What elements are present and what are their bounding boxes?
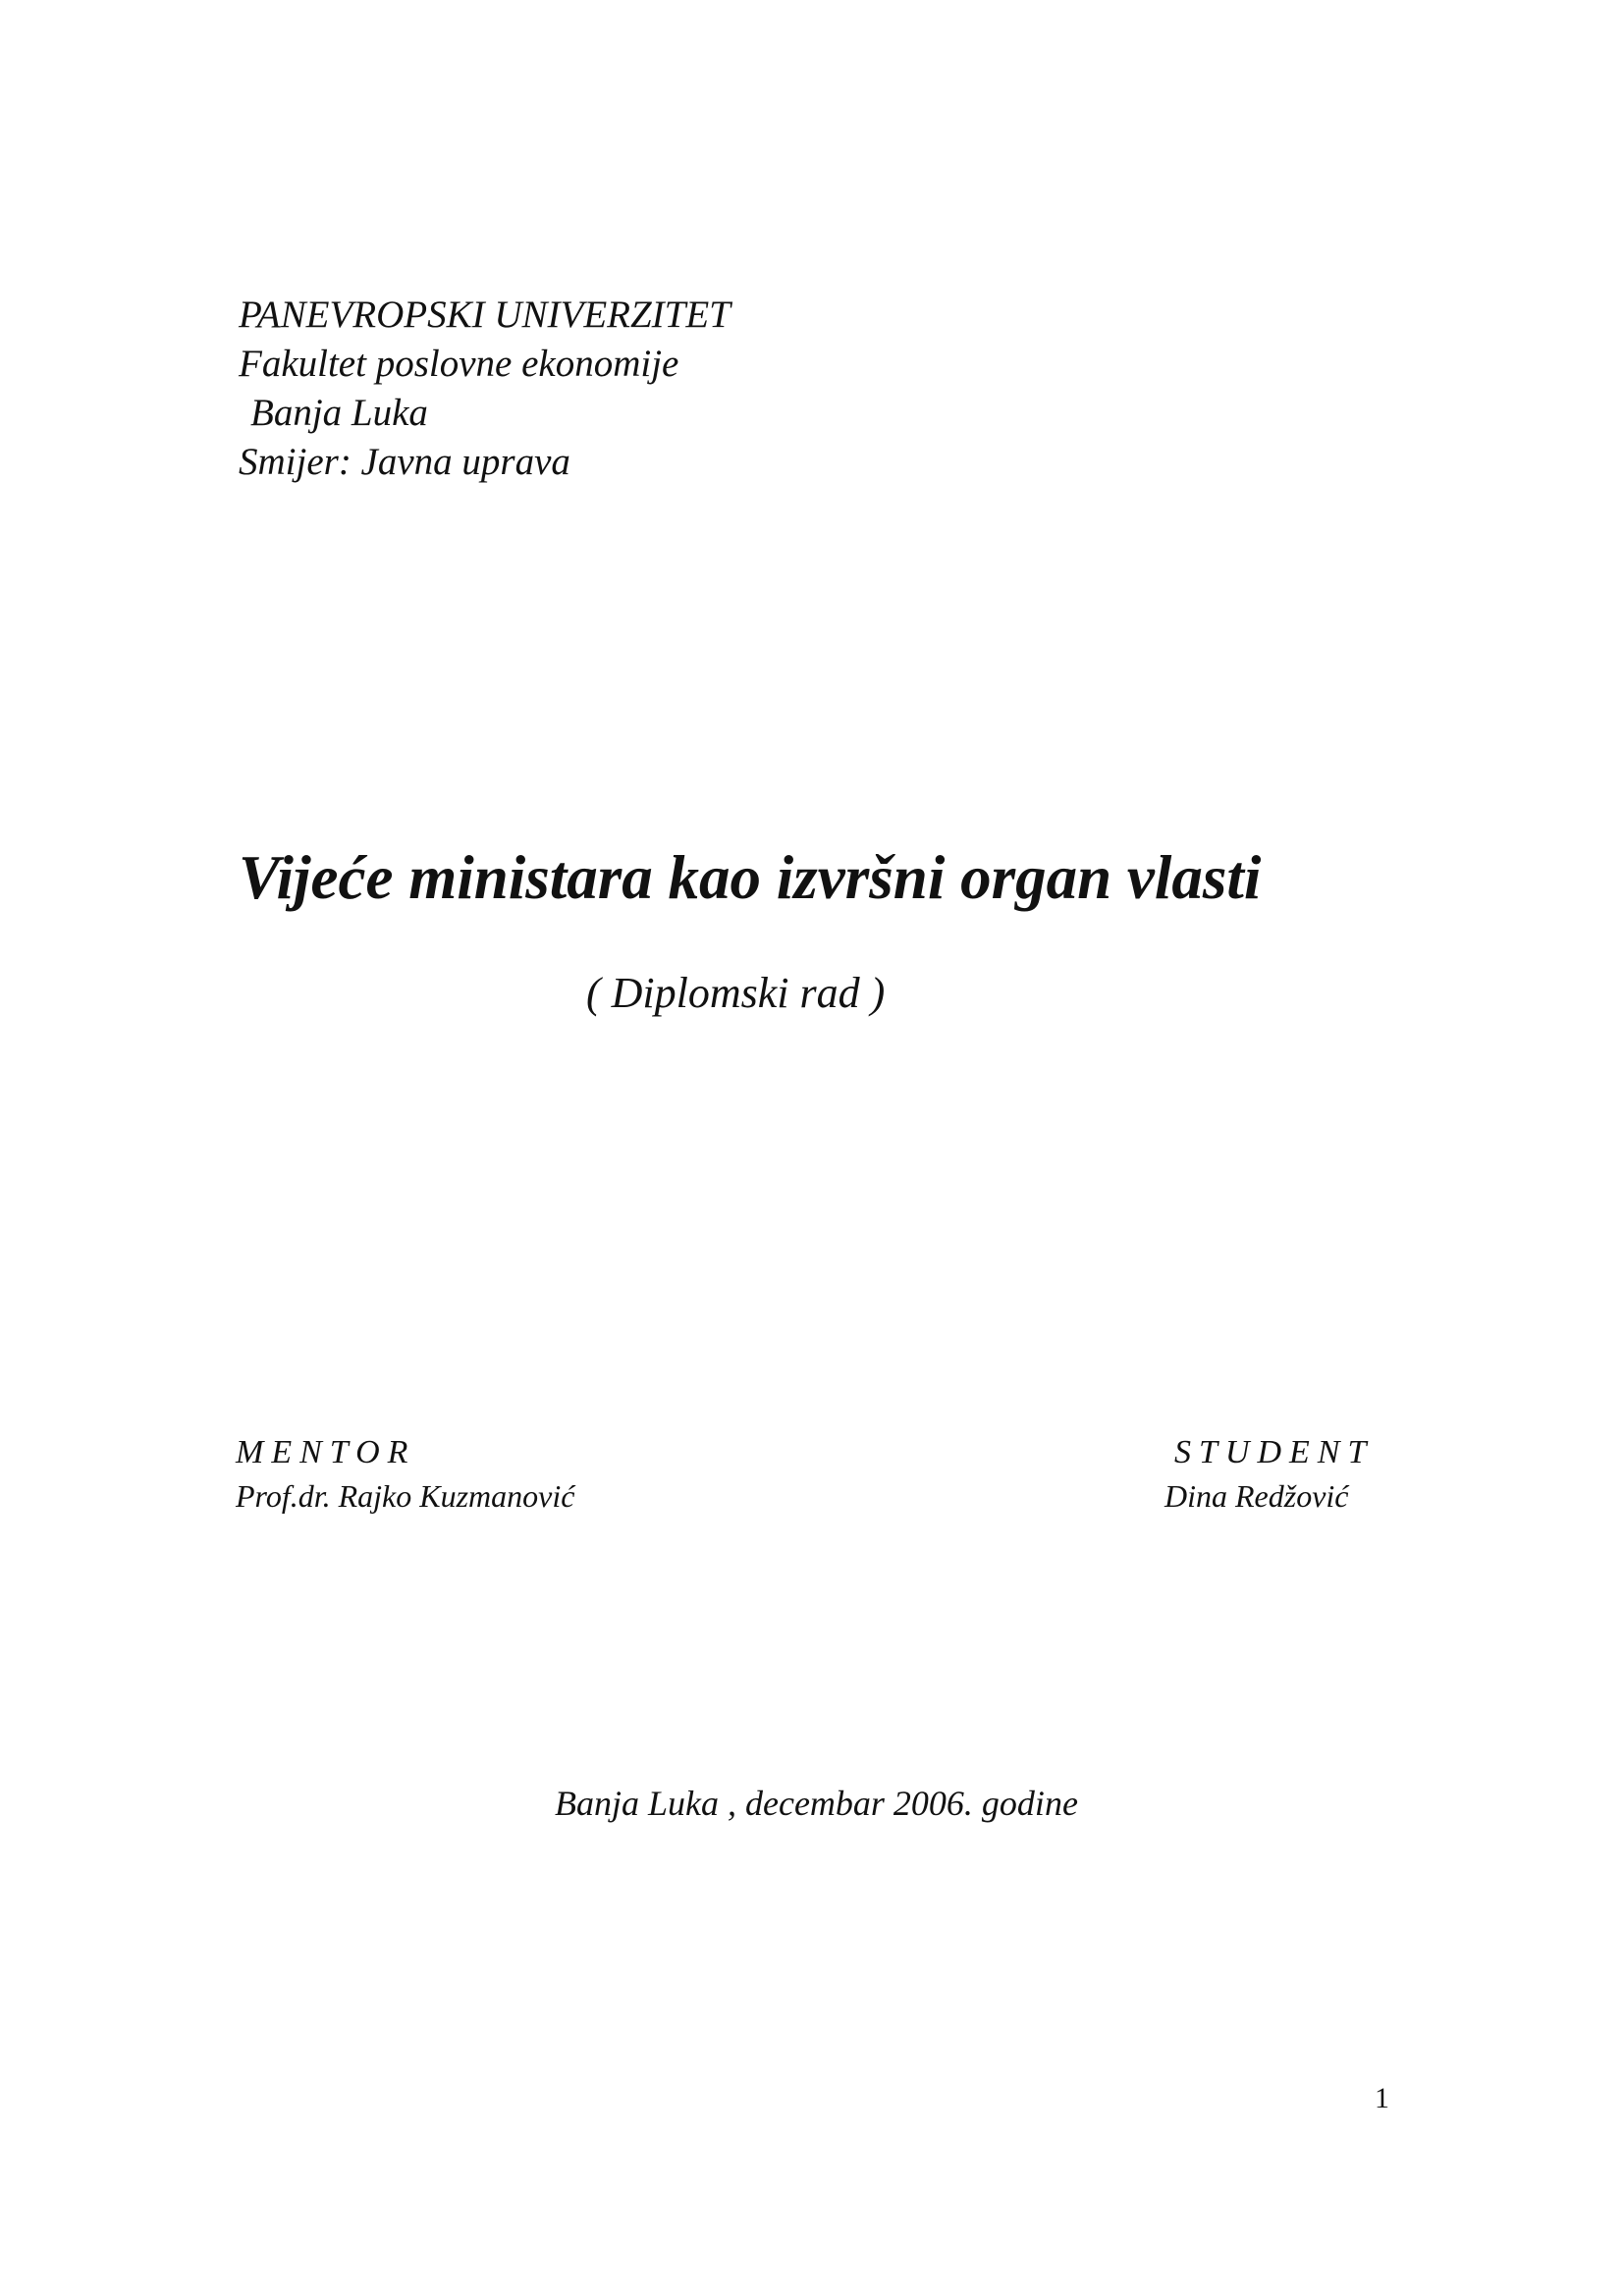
student-name: Dina Redžović (1164, 1478, 1349, 1514)
thesis-title: Vijeće ministara kao izvršni organ vlasti (239, 843, 1262, 912)
place-and-date: Banja Luka , decembar 2006. godine (555, 1784, 1078, 1823)
university-name: PANEVROPSKI UNIVERZITET (239, 294, 731, 336)
student-label: STUDENT (1174, 1434, 1375, 1470)
page-number: 1 (1375, 2082, 1389, 2114)
mentor-name: Prof.dr. Rajko Kuzmanović (236, 1478, 575, 1514)
study-program: Smijer: Javna uprava (239, 441, 570, 483)
city-name: Banja Luka (250, 392, 428, 434)
thesis-subtitle: ( Diplomski rad ) (586, 969, 886, 1017)
mentor-label: MENTOR (236, 1434, 416, 1470)
faculty-name: Fakultet poslovne ekonomije (239, 343, 679, 385)
